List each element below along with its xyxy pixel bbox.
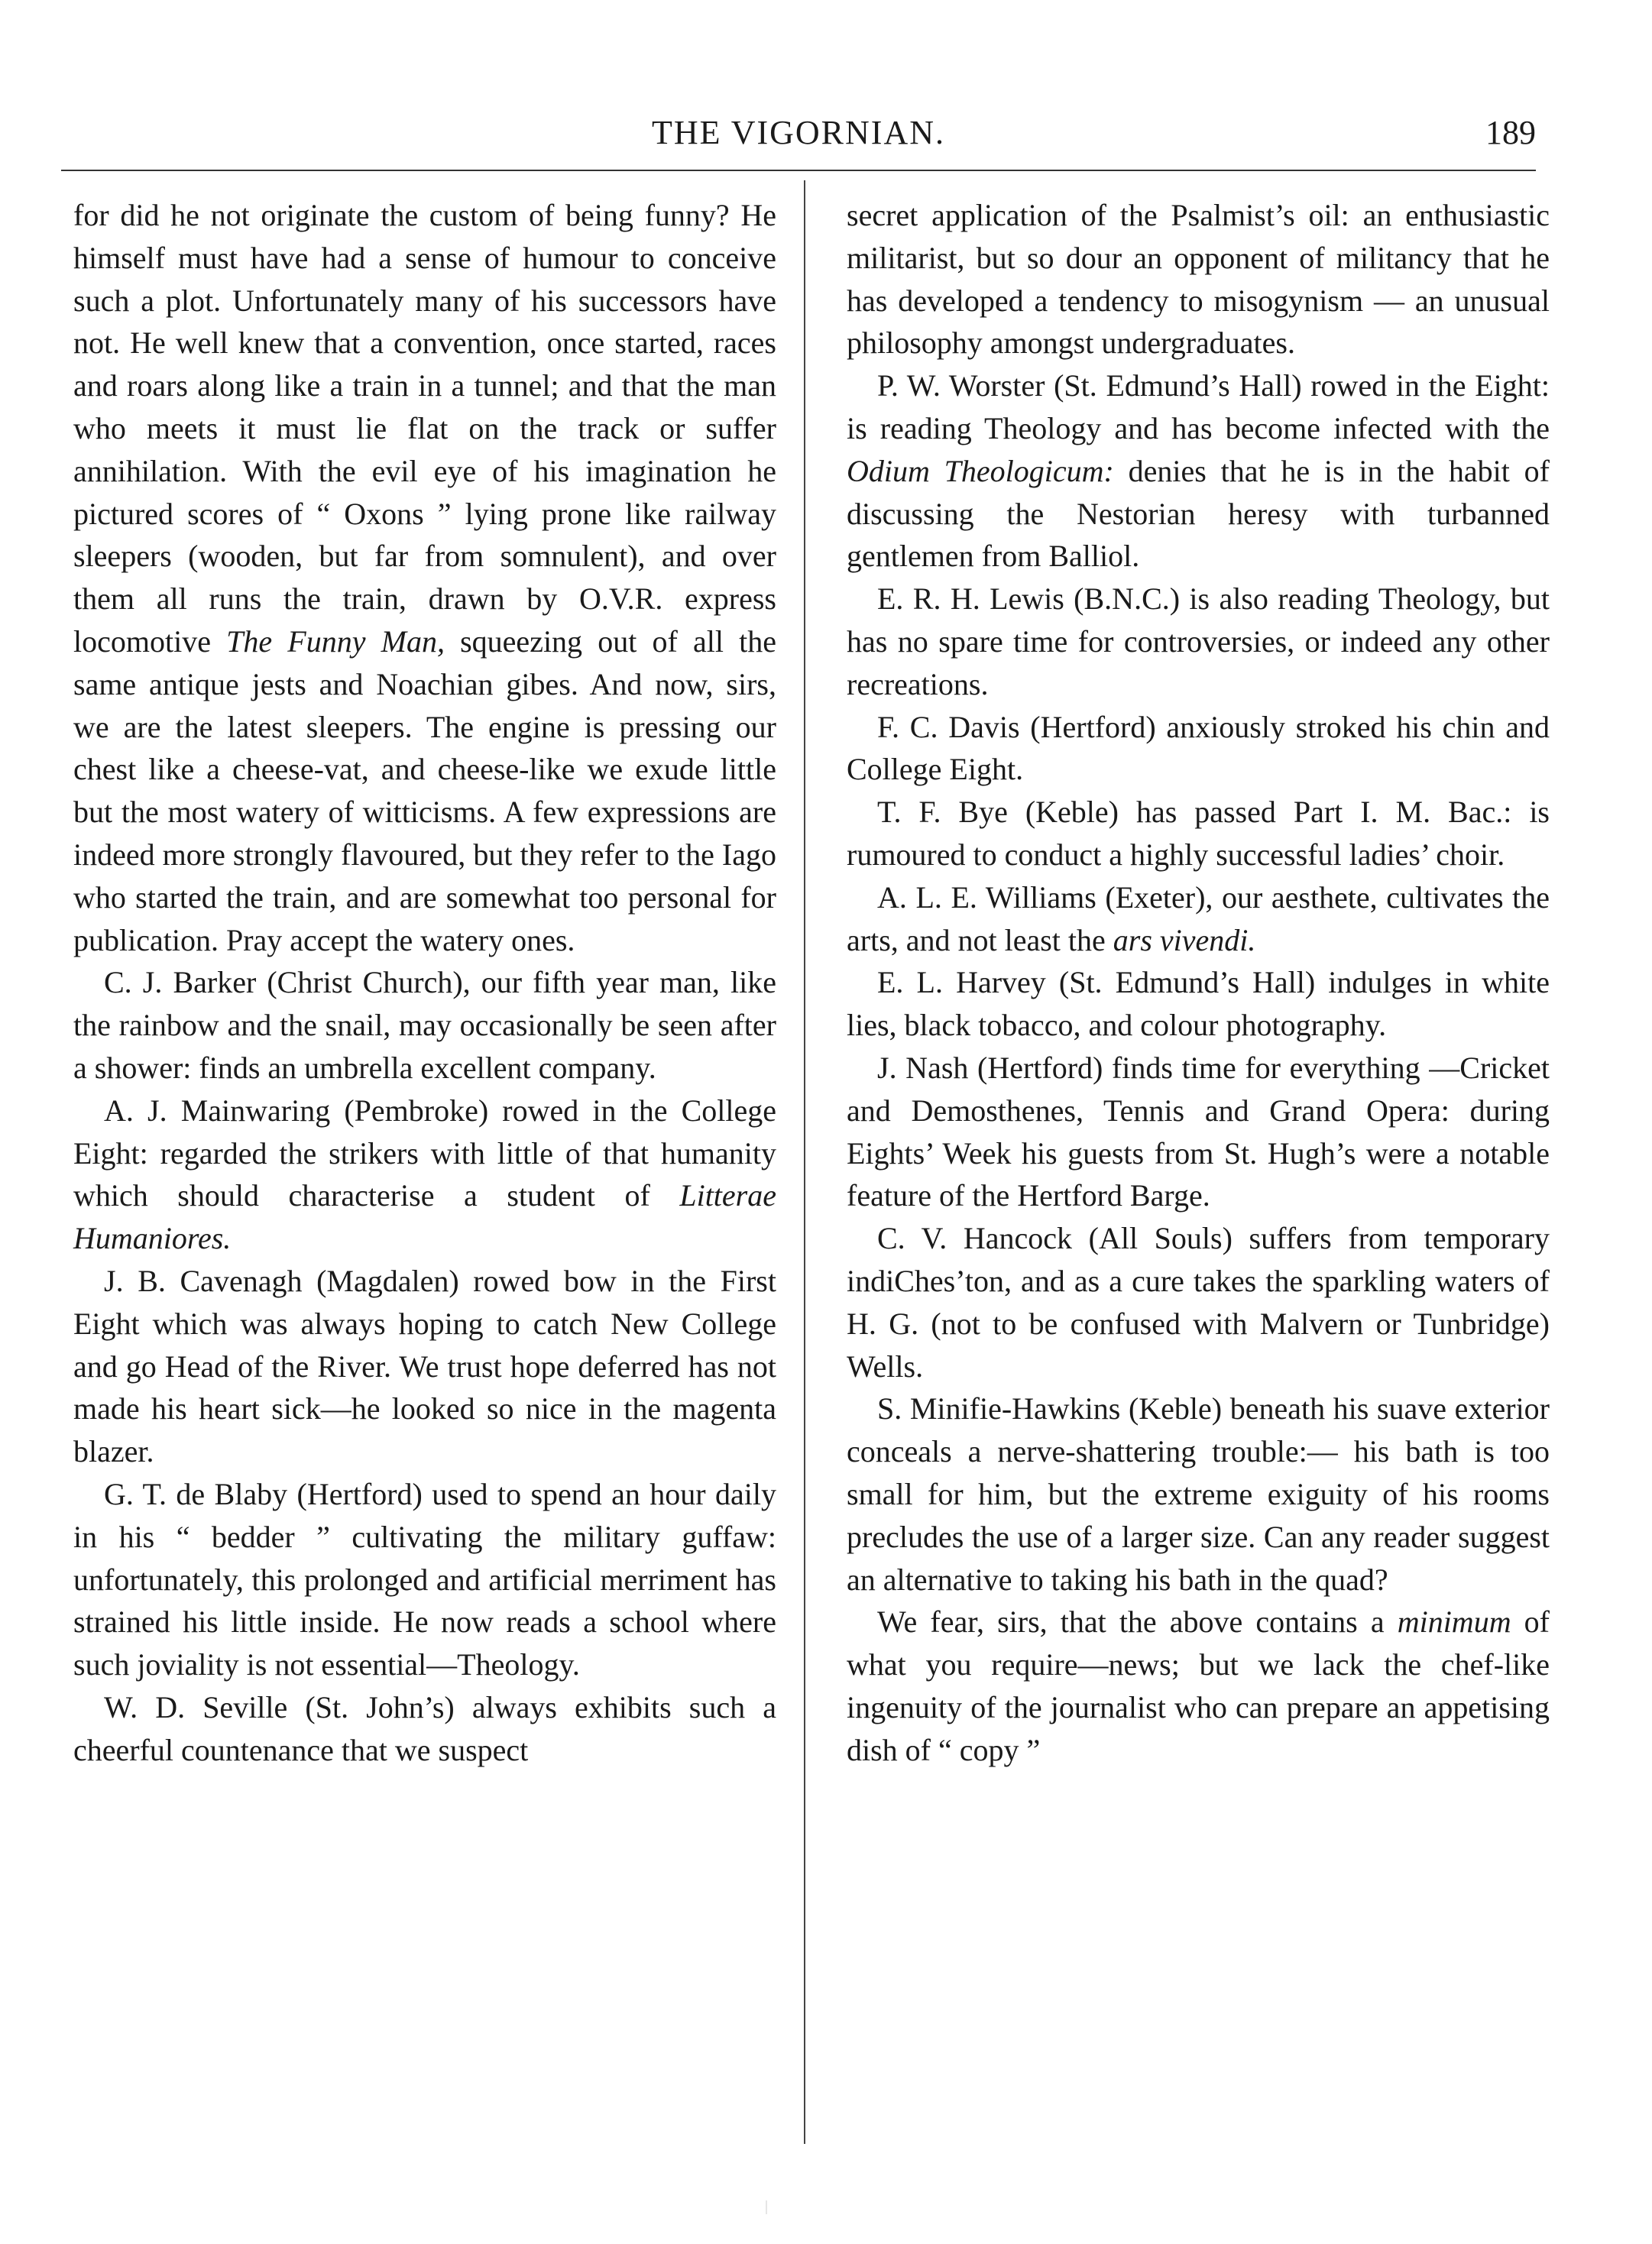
paragraph-worster [847,364,1550,578]
paragraph-hancock: C. V. Hancock (All Souls) suffers from temporary indiChes’ton, and as a cure takes the sparkling waters of H. G. (not to be confused with Malvern or Tunbridge) Wells. [847,1221,1550,1384]
text-run: denies that he is in the habit of discussing the Nestorian heresy with turbanned gentlemen from Balliol. [847,453,1550,574]
text-run: We fear, sirs, that the above contains a [877,1604,1398,1640]
running-head [61,113,1536,174]
paragraph-seville: W. D. Seville (St. John’s) always exhibits such a cheerful countenance that we suspect [73,1689,776,1767]
paragraph-nash: J. Nash (Hertford) finds time for everything —Cricket and Demosthenes, Tennis and Grand Opera: during Eights’ Week his guests from St. Hugh’s were a notable feature of the Hertford Barge. [847,1050,1550,1213]
paragraph-de-blaby: G. T. de Blaby (Hertford) used to spend an hour daily in his “ bedder ” cultivating the military guffaw: unfortunately, this prolonged and artificial merriment has strained his little inside. He now reads a school where such joviality is not essential—Theology. [73,1476,776,1682]
paragraph-funny-man [73,194,776,961]
text-run: for did he not originate the custom of being funny? He himself must have had a sense of humour to conceive such a plot. Unfortunately many of his successors have not. He well knew that a convention, once started, races and roars along like a train in a tunnel; and that the man who meets it must lie flat on the track or suffer annihilation. With the evil eye of his imagination he pictured scores of “ Oxons ” lying prone like railway sleepers (wooden, but far from somnulent), and over them all runs the train, drawn by O.V.R. express locomotive [73,198,776,659]
running-title: THE VIGORNIAN. [651,114,946,151]
italic-title: Litterae Humaniores. [73,1178,776,1256]
text-run: A. J. Mainwaring (Pembroke) rowed in the College Eight: regarded the strikers with little of that humanity which should characterise a student of [73,1093,776,1213]
italic-title: ars vivendi. [1113,922,1256,957]
header-rule [61,170,1536,171]
paragraph-davis: F. C. Davis (Hertford) anxiously stroked his chin and College Eight. [847,709,1550,787]
gutter-mark [766,2200,767,2214]
italic-title: Odium Theologicum: [847,453,1114,488]
paragraph-seville-cont: secret application of the Psalmist’s oil: an enthusiastic militarist, but so dour an opponent of militancy that he has developed a tendency to misogynism — an unusual philosophy amongst undergraduates. [847,198,1550,361]
text-run: of what you require—news; but we lack the chef-like ingenuity of the journalist who can prepare an appetising dish of “ copy ” [847,1604,1550,1767]
text-run: A. L. E. Williams (Exeter), our aesthete, cultivates the arts, and not least the [847,879,1550,957]
paragraph-cavenagh: J. B. Cavenagh (Magdalen) rowed bow in the First Eight which was always hoping to catch New College and go Head of the River. We trust hope deferred has not made his heart sick—he looked so nice in the magenta blazer. [73,1263,776,1469]
paragraph-bye: T. F. Bye (Keble) has passed Part I. M. Bac.: is rumoured to conduct a highly successful ladies’ choir. [847,795,1550,872]
paragraph-barker: C. J. Barker (Christ Church), our fifth year man, like the rainbow and the snail, may occasionally be seen after a shower: finds an umbrella excellent company. [73,965,776,1085]
paragraph-harvey: E. L. Harvey (St. Edmund’s Hall) indulges in white lies, black tobacco, and colour photography. [847,965,1550,1043]
paragraph-lewis: E. R. H. Lewis (B.N.C.) is also reading Theology, but has no spare time for controversies, or indeed any other recreations. [847,581,1550,701]
italic-title: minimum [1397,1604,1511,1640]
text-run: P. W. Worster (St. Edmund’s Hall) rowed in the Eight: is reading Theology and has become infected with the [847,368,1550,445]
paragraph-williams [847,876,1550,962]
column-divider [804,180,805,2144]
page-number: 189 [1485,114,1536,151]
right-column [847,194,1550,1771]
text-run: squeezing out of all the same antique jests and Noachian gibes. And now, sirs, we are the latest sleepers. The engine is pressing our chest like a cheese-vat, and cheese-like we exude little but the most watery of witticisms. A few expressions are indeed more strongly flavoured, but they refer to the Iago who started the train, and are somewhat too personal for publication. Pray accept the watery ones. [73,623,776,957]
left-column [73,194,776,1771]
paragraph-minifie-hawkins: S. Minifie-Hawkins (Keble) beneath his suave exterior conceals a nerve-shattering trouble:— his bath is too small for him, but the extreme exiguity of his rooms precludes the use of a larger size. Can any reader suggest an alternative to taking his bath in the quad? [847,1391,1550,1597]
italic-title: The Funny Man, [226,623,445,659]
paragraph-closing [847,1601,1550,1771]
paragraph-mainwaring [73,1090,776,1260]
